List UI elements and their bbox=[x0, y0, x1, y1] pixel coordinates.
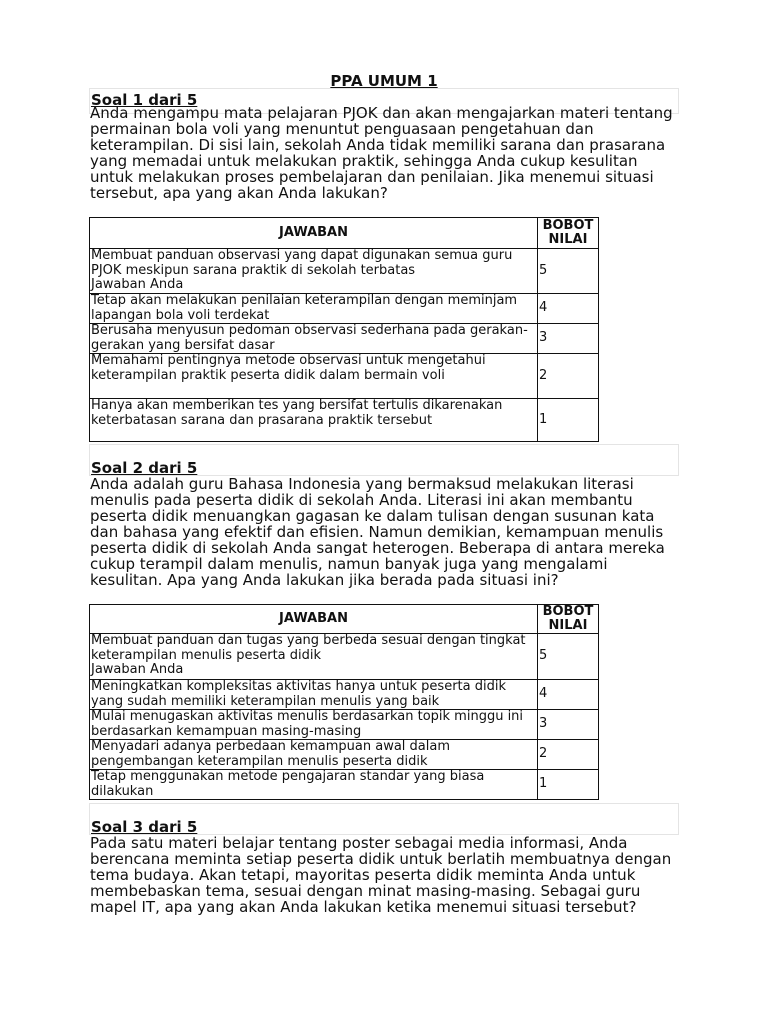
answer-text: Memahami pentingnya metode observasi untuk mengetahui keterampilan praktik peserta didik dalam bermain voli bbox=[91, 353, 486, 383]
question-2-header-box bbox=[89, 444, 679, 476]
score-value: 3 bbox=[539, 330, 548, 346]
answer-score bbox=[538, 294, 599, 324]
table-row bbox=[90, 680, 599, 710]
answer-note: Jawaban Anda bbox=[91, 662, 184, 677]
table-row bbox=[90, 399, 599, 442]
table-row bbox=[90, 634, 599, 680]
score-value: 4 bbox=[539, 686, 548, 702]
score-value: 1 bbox=[539, 776, 548, 792]
answer-option[interactable] bbox=[90, 324, 538, 354]
answer-text: Tetap menggunakan metode pengajaran standar yang biasa dilakukan bbox=[91, 769, 485, 799]
answer-score bbox=[538, 710, 599, 740]
answer-text: Mulai menugaskan aktivitas menulis berdasarkan topik minggu ini berdasarkan kemampuan masing-masing bbox=[91, 709, 524, 739]
answer-score bbox=[538, 770, 599, 800]
table-row bbox=[90, 710, 599, 740]
score-value: 5 bbox=[539, 262, 548, 278]
table-header-row bbox=[90, 218, 599, 249]
table-row bbox=[90, 324, 599, 354]
answer-text: Berusaha menyusun pedoman observasi sederhana pada gerakan-gerakan yang bersifat dasar bbox=[91, 323, 528, 353]
question-2-answer-table bbox=[89, 604, 599, 800]
col-jawaban: JAWABAN bbox=[90, 218, 538, 249]
score-value: 2 bbox=[539, 367, 548, 383]
col-jawaban: JAWABAN bbox=[90, 605, 538, 634]
score-value: 2 bbox=[539, 746, 548, 762]
document-title: PPA UMUM 1 bbox=[330, 72, 438, 90]
table-row bbox=[90, 294, 599, 324]
answer-score bbox=[538, 249, 599, 294]
question-2-header: Soal 2 dari 5 bbox=[91, 459, 198, 477]
question-1-answer-table bbox=[89, 217, 599, 442]
answer-score bbox=[538, 399, 599, 442]
question-3-header-box bbox=[89, 803, 679, 835]
answer-option[interactable] bbox=[90, 680, 538, 710]
answer-text: Hanya akan memberikan tes yang bersifat tertulis dikarenakan keterbatasan sarana dan prasarana praktik tersebut bbox=[91, 398, 503, 428]
answer-option[interactable] bbox=[90, 770, 538, 800]
col-bobot-nilai: BOBOT NILAI bbox=[538, 218, 599, 249]
answer-option[interactable] bbox=[90, 399, 538, 442]
answer-score bbox=[538, 354, 599, 399]
score-value: 5 bbox=[539, 648, 548, 664]
table-header-row bbox=[90, 605, 599, 634]
answer-option[interactable] bbox=[90, 710, 538, 740]
answer-text: Meningkatkan kompleksitas aktivitas hanya untuk peserta didik yang sudah memiliki keterampilan menulis yang baik bbox=[91, 679, 506, 709]
score-value: 1 bbox=[539, 411, 548, 427]
table-row bbox=[90, 249, 599, 294]
answer-text: Membuat panduan dan tugas yang berbeda sesuai dengan tingkat keterampilan menulis peserta didik bbox=[91, 633, 526, 663]
answer-score bbox=[538, 324, 599, 354]
question-3-header: Soal 3 dari 5 bbox=[91, 818, 198, 836]
answer-note: Jawaban Anda bbox=[91, 277, 184, 292]
col-bobot-nilai: BOBOT NILAI bbox=[538, 605, 599, 634]
answer-text: Membuat panduan observasi yang dapat digunakan semua guru PJOK meskipun sarana praktik di sekolah terbatas bbox=[91, 248, 513, 278]
question-2-text: Anda adalah guru Bahasa Indonesia yang bermaksud melakukan literasi menulis pada peserta didik di sekolah Anda. Literasi ini akan membantu peserta didik menuangkan gagasan ke dalam tulisan dengan susunan kata dan bahasa yang efektif dan efisien. Namun demikian, kemampuan menulis peserta didik di sekolah Anda sangat heterogen. Beberapa di antara mereka cukup terampil dalam menulis, namun banyak juga yang mengalami kesulitan. Apa yang Anda lakukan jika berada pada situasi ini? bbox=[90, 475, 665, 589]
table-row bbox=[90, 354, 599, 399]
score-value: 3 bbox=[539, 716, 548, 732]
answer-score bbox=[538, 680, 599, 710]
table-row bbox=[90, 740, 599, 770]
question-3-text: Pada satu materi belajar tentang poster sebagai media informasi, Anda berencana meminta setiap peserta didik untuk berlatih membuatnya dengan tema budaya. Akan tetapi, mayoritas peserta didik meminta Anda untuk membebaskan tema, sesuai dengan minat masing-masing. Sebagai guru mapel IT, apa yang akan Anda lakukan ketika menemui situasi tersebut? bbox=[90, 834, 672, 916]
answer-option[interactable] bbox=[90, 634, 538, 680]
answer-option[interactable] bbox=[90, 740, 538, 770]
answer-score bbox=[538, 634, 599, 680]
table-row bbox=[90, 770, 599, 800]
score-value: 4 bbox=[539, 300, 548, 316]
answer-option[interactable] bbox=[90, 249, 538, 294]
answer-option[interactable] bbox=[90, 294, 538, 324]
answer-text: Menyadari adanya perbedaan kemampuan awal dalam pengembangan keterampilan menulis peserta didik bbox=[91, 739, 450, 769]
answer-text: Tetap akan melakukan penilaian keterampilan dengan meminjam lapangan bola voli terdekat bbox=[91, 293, 518, 323]
answer-score bbox=[538, 740, 599, 770]
question-1-header: Soal 1 dari 5 bbox=[91, 91, 198, 109]
answer-option[interactable] bbox=[90, 354, 538, 399]
question-1-text: Anda mengampu mata pelajaran PJOK dan akan mengajarkan materi tentang permainan bola voli yang menuntut penguasaan pengetahuan dan keterampilan. Di sisi lain, sekolah Anda tidak memiliki sarana dan prasarana yang memadai untuk melakukan praktik, sehingga Anda cukup kesulitan untuk melakukan proses pembelajaran dan penilaian. Jika menemui situasi tersebut, apa yang akan Anda lakukan? bbox=[90, 104, 673, 202]
